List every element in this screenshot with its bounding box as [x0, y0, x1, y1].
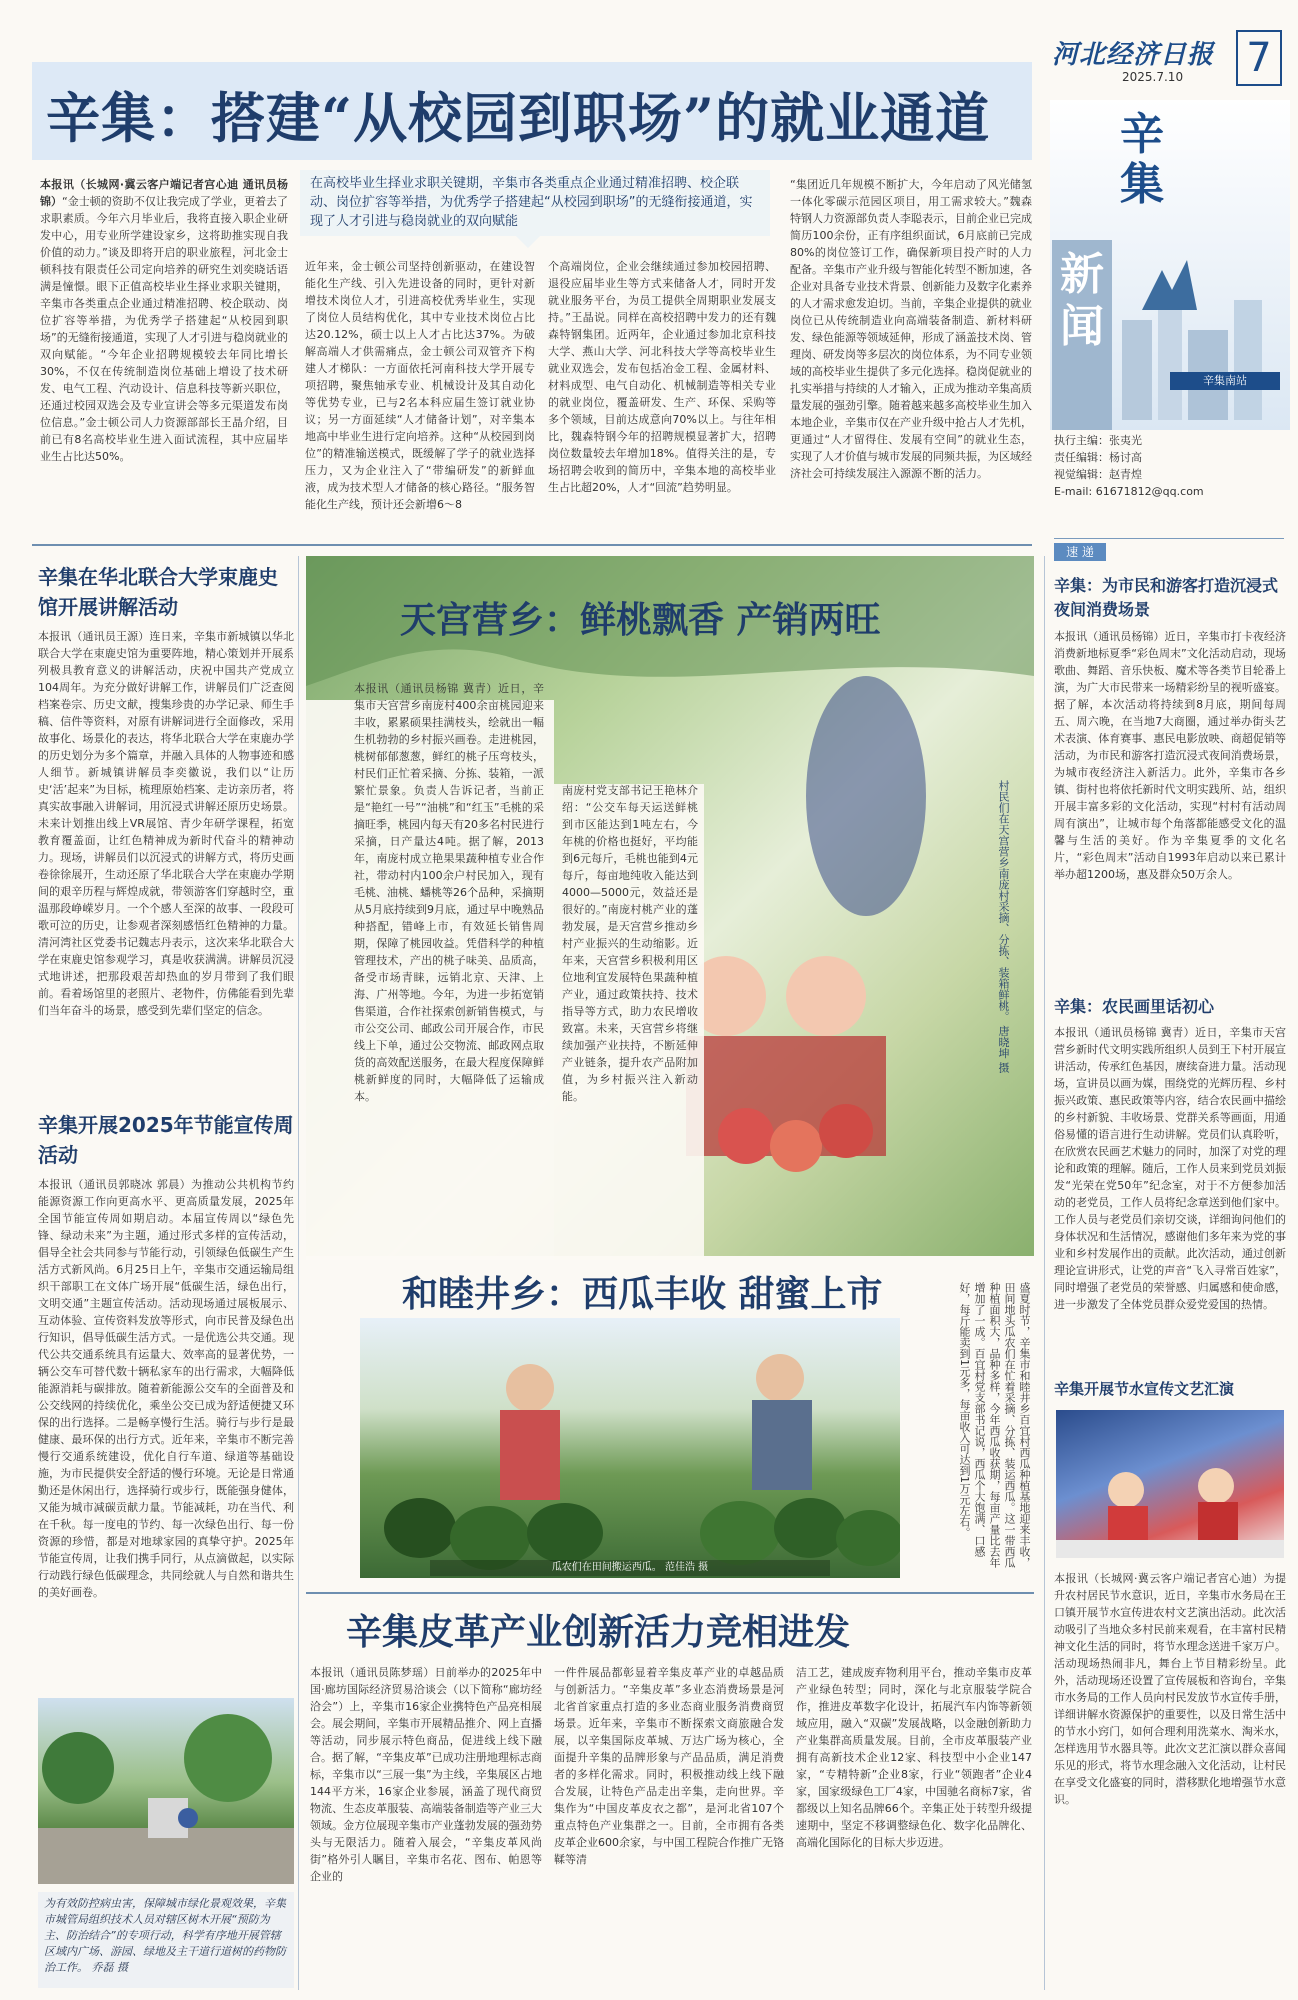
sidebar-item3-text: 本报讯（长城网·冀云客户端记者宫心迪）为提升农村居民节水意识，近日，辛集市水务局在王口镇开展节水宣传进农村文艺演出活动。此次活动吸引了当地众多村民前来观看，在丰富村民精神文化生活的同时，将节水理念送进千家万户。活动现场热闹非凡，舞台上节目精彩纷呈。此外，活动现场还设置了宣传展板和咨询台，辛集市水务局的工作人员向村民发放节水宣传手册，详细讲解水资源保护的重要性，以及日常生活中的节水小窍门，如何合理利用洗菜水、淘米水，怎样选用节水器具等。此次文艺汇演以群众喜闻乐见的形式，将节水理念融入文化活动，让村民在享受文化盛宴的同时，潜移默化地增强节水意识。 — [1054, 1572, 1286, 1806]
masthead — [1052, 30, 1288, 92]
editor-line: 视觉编辑：赵青煌 — [1054, 468, 1142, 481]
issue-date: 2025.7.10 — [1122, 70, 1184, 84]
editor-credits — [1054, 432, 1284, 500]
left-rule — [298, 556, 299, 1990]
leather-col-1: 本报讯（通讯员陈梦瑶）日前举办的2025年中国·廊坊国际经济贸易洽谈会（以下简称“廊坊经洽会”）上，辛集市16家企业携特色产品亮相展会。展会期间，辛集市开展精品推介、网上直播等活动，同步展示特色商品，促进线上线下融合。据了解，“辛集皮革”已成功注册地理标志商标，辛集市以“三展一集”为主线，辛集展区占地144平方米，16家企业参展，涵盖了现代商贸物流、生态皮革服装、高端装备制造等产业三大领域。金方位展现辛集市产业蓬勃发展的强劲势头与无限活力。随着入展会，“辛集皮革风尚街”格外引人瞩目，辛集市名花、图布、帕恩等企业的 — [310, 1666, 542, 1883]
melon-side-text: 盛夏时节，辛集市和睦井乡百宜村西瓜种植基地迎来丰收，田间地头瓜农们在忙着采摘、分拣、装运西瓜。这一带西瓜种植面积大，品种多样，今年西瓜收获期，每亩产量比去年增加了一成。百宜村党支部书记说，西瓜个大饱满、口感好，每斤能卖到1元多，每亩收入可达到1万元左右。 — [958, 1282, 1031, 1568]
editor-line: 责任编辑：杨讨高 — [1054, 451, 1142, 464]
city-skyline-icon — [1112, 230, 1290, 420]
badge-char-3: 新 — [1060, 249, 1104, 300]
badge-char-1: 辛 — [1120, 109, 1164, 160]
watermelon-harvest-icon — [360, 1318, 900, 1578]
roadside-trees-icon — [38, 1698, 294, 1884]
photo-caption-left: 为有效防控病虫害，保障城市绿化景观效果，辛集市城管局组织技术人员对辖区树木开展“预防为主、防治结合”的专项行动，科学有序地开展管辖区域内广场、游园、绿地及主干道行道树的药物防治工作。 乔磊 摄 — [38, 1892, 294, 1988]
lead-byline: 本报讯（长城网·冀云客户端记者宫心迪 通讯员杨锦） — [40, 178, 288, 208]
performance-photo-icon — [1056, 1410, 1284, 1558]
paper-name: 河北经济日报 — [1052, 40, 1215, 70]
sidebar-header-art — [1050, 100, 1290, 430]
peach-col-2: 南庞村党支部书记王艳林介绍：“公交车每天运送鲜桃到市区能达到1吨左右，今年桃的价格也挺好，平均能到6元每斤，毛桃也能到4元每斤，每亩地纯收入能达到4000—5000元，效益还是很好的。”南庞村桃产业的蓬勃发展，是天宫营乡推动乡村产业振兴的生动缩影。近年来，天宫营乡积极利用区位地利宜发展特色果蔬种植产业，通过政策扶持、技术指导等方式，助力农民增收致富。未来，天宫营乡将继续加强产业扶持，不断延伸产业链条，提升农产品附加值，为乡村振兴注入新动能。 — [562, 784, 698, 1103]
leather-divider — [306, 1592, 1034, 1594]
sidebar-item2-text: 本报讯（通讯员杨锦 冀青）近日，辛集市天宫营乡新时代文明实践所组织人员到王下村开展宣讲活动，传承红色基因，赓续奋进力量。活动现场，宣讲员以画为媒，围绕党的光辉历程、乡村振兴政策、惠民政策等内容，结合农民画中描绘的乡村新貌、丰收场景、党群关系等画面，用通俗易懂的语言进行生动讲解。党员们认真聆听，在欣赏农民画艺术魅力的同时，加深了对党的理论和政策的理解。随后，工作人员来到党员刘振发“光荣在党50年”纪念室，对于不方便参加活动的老党员，工作人员将纪念章送到他们家中。工作人员与老党员们亲切交谈，详细询问他们的身体状况和生活情况，感谢他们多年来为党的事业和乡村发展作出的贡献。此次活动，通过创新理论宣讲形式，让党的声音“飞入寻常百姓家”，同时增强了老党员的荣誉感、归属感和使命感，进一步激发了全体党员群众爱党爱国的热情。 — [1054, 1026, 1286, 1311]
tree-spraying-photo — [38, 1698, 294, 1884]
lead-col-2: 近年来，金士顿公司坚持创新驱动，在建设智能化生产线、引入先进设备的同时，更针对新增技术岗位人才，引进高校优秀毕业生，实现了岗位人员结构优化，其中专业技术岗位占比达20.12%，硕士以上人才占比达37%。为破解高端人才供需痛点，金士顿公司双管齐下构建人才梯队：一方面依托河南科技大学开展专项招聘，聚焦轴承专业、机械设计及其自动化等优势专业，已与2名本科应届生签订就业协议；另一方面延续“人才储备计划”，对辛集本地高中毕业生进行定向培养。这种“从校园到岗位”的精准输送模式，既缓解了学子的就业选择压力，又为企业注入了“带编研发”的新鲜血液，成为技术型人才储备的核心路径。“服务智能化生产线，预计还会新增6～8 — [305, 260, 535, 511]
sidebar-rule — [1044, 556, 1045, 1990]
sidebar-item1-title: 辛集：为市民和游客打造沉浸式夜间消费场景 — [1054, 576, 1279, 619]
editor-line: 执行主编：张夷光 — [1054, 434, 1142, 447]
leather-col-3: 洁工艺，建成废弃物利用平台，推动辛集市皮革产业绿色转型；同时，深化与北京服装学院合作，推进皮革数字化设计，拓展汽车内饰等新领域应用，融入“双碳”发展战略，以金融创新助力产业集群高质量发展。目前，全市皮革服装产业拥有高新技术企业12家、科技型中小企业147家，“专精特新”企业8家，行业“领跑者”企业4家，国家级绿色工厂4家，中国驰名商标7家，省都级以上知名品牌66个。辛集正处于转型升级提速期中，坚定不移调整绿色化、数字化品牌化、高端化国际化的目标大步迈进。 — [796, 1666, 1032, 1849]
editor-email: E-mail: 61671812@qq.com — [1054, 485, 1204, 498]
melon-photo-caption: 瓜农们在田间搬运西瓜。 范佳浩 摄 — [430, 1560, 830, 1576]
melon-headline: 和睦井乡：西瓜丰收 甜蜜上市 — [402, 1273, 883, 1315]
station-label: 辛集南站 — [1170, 372, 1280, 390]
flash-bar — [1054, 538, 1284, 557]
lead-headline-band — [32, 62, 1032, 160]
sidebar-item1-text: 本报讯（通讯员杨锦）近日，辛集市打卡夜经济消费新地标夏季“彩色周末”文化活动启动，现场歌曲、舞蹈、音乐快板、魔术等各类节目轮番上演，为广大市民带来一场精彩纷呈的视听盛宴。据了解，本次活动将持续到8月底，期间每周五、周六晚，在当地7大商圈，通过举办街头艺术表演、体育赛事、惠民电影放映、商超促销等活动，为市民和游客打造沉浸式夜间消费场景，为城市夜经济注入新活力。此外，辛集市各乡镇、街村也将依托新时代文明实践所、站，组织开展丰富多彩的文化活动，实现“村村有活动周周有演出”，让城市每个角落都能感受文化的温馨与生活的美好。作为辛集夏季的文化名片，“彩色周末”活动自1993年启动以来已累计举办超1200场，惠及群众50万余人。 — [1054, 630, 1286, 881]
sidebar-item2-title: 辛集：农民画里话初心 — [1054, 997, 1215, 1016]
lead-col-4: “集团近几年规模不断扩大，今年启动了风光储氢一体化零碳示范园区项目，用工需求较大。”魏森特钢人力资源部负责人李聪表示，目前企业已完成简历100余份，正有序组织面试，6月底前已完成80%的岗位签订工作，确保新项目投产时的人力配备。辛集市产业升级与智能化转型不断加速，各企业对具备专业技术背景、创新能力及数字化素养的人才需求愈发迫切。当前，辛集企业提供的就业岗位已从传统制造业向高端装备制造、新材料研发、绿色能源等领域延伸，形成了涵盖技术岗、管理岗、研发岗等多层次的岗位体系，为不同专业领域的高校毕业生提供了多元化选择。稳岗促就业的扎实举措与持续的人才输入，正成为推动辛集高质量发展的强劲引擎。随着越来越多高校毕业生加入本地企业，辛集市仅在产业升级中抢占人才先机，更通过“人才留得住、发展有空间”的就业生态，实现了人才价值与城市发展的同频共振，为区域经济社会可持续发展注入源源不断的活力。 — [790, 178, 1032, 480]
story1-title: 辛集在华北联合大学束鹿史馆开展讲解活动 — [38, 565, 278, 619]
peach-col-1: 本报讯（通讯员杨锦 冀青）近日，辛集市天宫营乡南庞村400余亩桃园迎来丰收，累累硕果挂满枝头，绘就出一幅生机勃勃的乡村振兴画卷。走进桃园，桃树郁郁葱葱，鲜红的桃子压弯枝头，村民们正忙着采摘、分拣、装箱，一派繁忙景象。负责人告诉记者，当前正是“艳红一号”“油桃”和“红玉”毛桃的采摘旺季，桃园内每天有20多名村民进行采摘，日产量达4吨。据了解，2013年，南庞村成立艳果果蔬种植专业合作社，带动村内100余户村民加入，现有毛桃、油桃、蟠桃等26个品种，采摘期从5月底持续到9月底，通过早中晚熟品种搭配，错峰上市，有效延长销售周期，保障了桃园收益。凭借科学的种植管理技术，产出的桃子味美、品质高，备受市场青睐，远销北京、天津、上海、广州等地。今年，为进一步拓宽销售渠道，合作社探索创新销售模式，与市公交公司、邮政公司开展合作，市民线上下单，通过公交物流、邮政网点取货的高效配送服务，在最大程度保障鲜桃新鲜度的同时，大幅降低了运输成本。 — [354, 682, 544, 1103]
leather-col-2: 一件件展品都彰显着辛集皮革产业的卓越品质与创新活力。“辛集皮革”多业态消费场景是河北省首家重点打造的多业态商业服务消费商贸场景。近年来，辛集市不断探索文商旅融合发展，以辛集国际皮革城、万达广场为核心，全面提升辛集的品牌形象与产品品质，满足消费者的多样化需求。同时，积极推动线上线下融合发展，让特色产品走出辛集，走向世界。辛集作为“中国皮革皮衣之都”，是河北省107个重点特色产业集群之一。目前，全市拥有各类皮革企业600余家，与中国工程院合作推广无铬鞣等清 — [554, 1666, 784, 1866]
lead-col-1 — [40, 176, 288, 536]
sidebar-photo — [1056, 1410, 1284, 1558]
summary-pointer — [516, 236, 540, 248]
peach-photo-caption: 村民们在天宫营乡南庞村采摘、分拣、装箱鲜桃。 唐晓坤 摄 — [997, 780, 1010, 1073]
flash-label: 速 递 — [1054, 543, 1106, 561]
page-number: 7 — [1236, 30, 1282, 86]
lead-headline: 辛集：搭建“从校园到职场”的就业通道 — [46, 86, 991, 150]
sidebar-item3-title: 辛集开展节水宣传文艺汇演 — [1054, 1380, 1235, 1398]
lead-col-3: 个高端岗位，企业会继续通过参加校园招聘、退役应届毕业生等方式来储备人才，同时开发就业服务平台，为员工提供全周期职业发展支持。”王晶说。同样在高校招聘中发力的还有魏森特钢集团。近两年，企业通过参加北京科技大学、燕山大学、河北科技大学等高校毕业生就业双选会，发布包括冶金工程、金属材料、材料成型、电气自动化、机械制造等相关专业的就业岗位，覆盖研发、生产、环保、采购等多个领域，目前达成意向70%以上。与往年相比，魏森特钢今年的招聘规模显著扩大，招聘岗位数量较去年增加18%。值得关注的是，专场招聘会收到的简历中，辛集本地的高校毕业生占比超20%，人才“回流”趋势明显。 — [548, 260, 776, 494]
badge-char-2: 集 — [1120, 159, 1164, 210]
lead-summary: 在高校毕业生择业求职关键期，辛集市各类重点企业通过精准招聘、校企联动、岗位扩容等举措，为优秀学子搭建起“从校园到职场”的无缝衔接通道，实现了人才引进与稳岗就业的双向赋能 — [300, 170, 770, 236]
leather-headline: 辛集皮革产业创新活力竞相进发 — [346, 1611, 851, 1653]
lead-divider — [32, 544, 1032, 546]
peach-headline: 天宫营乡：鲜桃飘香 产销两旺 — [400, 599, 881, 641]
watermelon-photo — [360, 1318, 900, 1578]
story1-text: 本报讯（通讯员王源）连日来，辛集市新城镇以华北联合大学在束鹿史馆为重要阵地，精心策划并开展系列极具教育意义的讲解活动，庆祝中国共产党成立104周年。为充分做好讲解工作，讲解员们广泛查阅档案卷宗、历史文献，搜集珍贵的办学记录、师生手稿、信件等资料，对原有讲解词进行全面修改，采用故事化、场景化的表达，将华北联合大学在束鹿办学的历史划分为多个篇章，并融入具体的人物事迹和感人细节。新城镇讲解员李奕徽说，我们以“让历史‘活’起来”为目标，梳理原始档案、走访亲历者，将真实故事融入讲解词，用沉浸式讲解还原历史场景。未来计划推出线上VR展馆、青少年研学课程，拓宽教育覆盖面，让红色精神成为新时代奋斗的精神动力。现场，讲解员们以沉浸式的讲解方式，将历史画卷徐徐展开，生动还原了华北联合大学在束鹿办学期间的艰辛历程与辉煌成就，带领游客们穿越时空，重温那段峥嵘岁月。一个个感人至深的故事、一段段可歌可泣的历史，让参观者深刻感悟红色精神的力量。清河湾社区党委书记魏志丹表示，这次来华北联合大学在束鹿史馆参观学习，真是收获满满。讲解员沉浸式地讲述，把那段艰苦却热血的岁月带到了我们眼前。看着场馆里的老照片、老物件，仿佛能看到先辈们当年奋斗的场景，感受到先辈们坚定的信念。 — [38, 630, 294, 1017]
story2-text: 本报讯（通讯员郭晓冰 郭晨）为推动公共机构节约能源资源工作向更高水平、更高质量发展，2025年全国节能宣传周如期启动。本届宣传周以“绿色先锋、绿动未来”为主题，通过形式多样的宣传活动，倡导全社会共同参与节能行动，引领绿色低碳生产生活方式新风尚。6月25日上午，辛集市交通运输局组织干部职工在文体广场开展“低碳生活，绿色出行，文明交通”主题宣传活动。活动现场通过展板展示、互动体验、宣传资料发放等形式，向市民普及绿色出行知识，倡导低碳生活方式。一是优选公共交通。现代公共交通系统具有运量大、效率高的显著优势，一辆公交车可替代数十辆私家车的出行需求，大幅降低能源消耗与碳排放。随着新能源公交车的全面普及和公交线网的持续优化，乘坐公交已成为舒适便捷又环保的出行选择。二是畅享慢行生活。骑行与步行是最健康、最环保的出行方式。近年来，辛集市不断完善慢行交通系统建设，优化自行车道、绿道等基础设施，为市民提供安全舒适的慢行环境。无论是日常通勤还是休闲出行，选择骑行或步行，既能强身健体，又能为城市减碳贡献力量。节能减耗，功在当代、利在千秋。每一度电的节约、每一次绿色出行、每一份资源的珍惜，都是对地球家园的真挚守护。2025年节能宣传周，让我们携手同行，从点滴做起，以实际行动践行绿色低碳理念，共同绘就人与自然和谐共生的美好画卷。 — [38, 1178, 294, 1599]
badge-char-4: 闻 — [1060, 301, 1104, 352]
story2-title: 辛集开展2025年节能宣传周活动 — [38, 1113, 294, 1167]
lead-col-1-text: “金士顿的资助不仅让我完成了学业，更着去了求职素质。今年六月毕业后，我将直接入职企业研发中心，用专业所学建设家乡，这将助推实现自我价值的动力。”谈及即将开启的职业旅程，河北金士顿科技有限责任公司定向培养的研究生刘奕晓话语满是憧憬。眼下正值高校毕业生择业求职关键期，辛集市各类重点企业通过精准招聘、校企联动、岗位扩容等举措，为优秀学子搭建起“从校园到职场”的无缝衔接通道，实现了人才引进与稳岗就业的双向赋能。“今年企业招聘规模较去年同比增长30%，不仅在传统制造岗位基础上增设了技术研发、电气工程、汽动设计、信息科技等新兴职位，还通过校园双选会及专业宣讲会等多元渠道发布岗位信息。”金士顿公司人力资源部部长王晶介绍，目前已有8名高校毕业生进入面试流程，其中应届毕业生占比达50%。 — [40, 195, 288, 463]
